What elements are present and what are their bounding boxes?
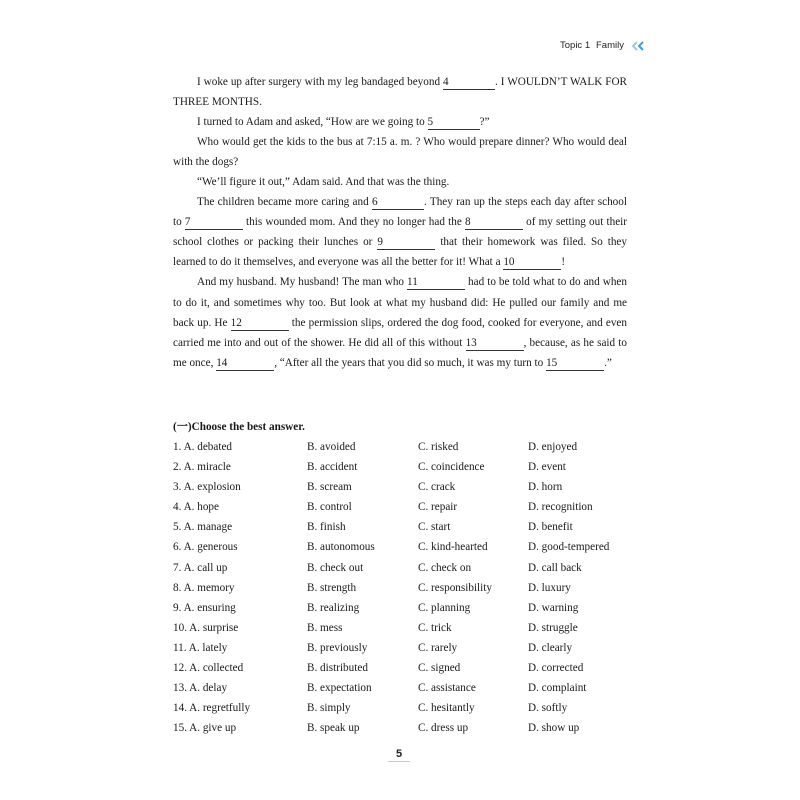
option-a: 14. A. regretfully xyxy=(173,702,251,715)
option-d: D. benefit xyxy=(528,521,573,534)
option-row-9 xyxy=(173,598,633,618)
double-chevron-left-icon xyxy=(631,41,645,51)
blank-9: 9 xyxy=(377,236,435,250)
blank-10: 10 xyxy=(503,256,561,270)
option-row-13 xyxy=(173,678,633,698)
option-d: D. recognition xyxy=(528,501,593,514)
option-b: B. mess xyxy=(307,621,343,634)
option-b: B. speak up xyxy=(307,722,360,735)
option-c: C. dress up xyxy=(418,722,469,735)
option-row-5 xyxy=(173,517,633,537)
option-a: 13. A. delay xyxy=(173,682,228,695)
option-d: D. struggle xyxy=(528,621,578,634)
option-c: C. assistance xyxy=(418,682,476,695)
option-d: D. horn xyxy=(528,481,563,494)
option-c: C. coincidence xyxy=(418,461,485,474)
option-d: D. corrected xyxy=(528,662,584,675)
option-b: B. check out xyxy=(307,561,364,574)
option-d: D. clearly xyxy=(528,641,573,654)
answer-options xyxy=(173,437,633,738)
option-row-6 xyxy=(173,537,633,557)
option-row-7 xyxy=(173,558,633,578)
option-c: C. repair xyxy=(418,501,458,514)
blank-15: 15 xyxy=(546,357,604,371)
blank-13: 13 xyxy=(466,337,524,351)
option-c: C. rarely xyxy=(418,641,458,654)
option-c: C. hesitantly xyxy=(418,702,475,715)
blank-12: 12 xyxy=(231,317,289,331)
option-b: B. expectation xyxy=(307,682,372,695)
paragraph-2: I turned to Adam and asked, “How are we going to 5 ?” xyxy=(197,116,490,129)
option-row-14 xyxy=(173,698,633,718)
option-row-2 xyxy=(173,457,633,477)
option-d: D. show up xyxy=(528,722,580,735)
option-b: B. finish xyxy=(307,521,346,534)
option-b: B. scream xyxy=(307,481,352,494)
option-d: D. softly xyxy=(528,702,568,715)
option-a: 12. A. collected xyxy=(173,662,244,675)
page-number: 5 xyxy=(388,748,410,762)
blank-8: 8 xyxy=(465,216,523,230)
option-d: D. call back xyxy=(528,561,582,574)
option-a: 4. A. hope xyxy=(173,501,219,514)
option-a: 9. A. ensuring xyxy=(173,601,236,614)
option-d: D. luxury xyxy=(528,581,571,594)
option-a: 15. A. give up xyxy=(173,722,237,735)
option-row-15 xyxy=(173,718,633,738)
option-c: C. trick xyxy=(418,621,452,634)
blank-5: 5 xyxy=(428,116,480,130)
paragraph-6: And my husband. My husband! The man who 11 had to be told what to do and when to do it, and sometimes why too. But look at what my husband did: He pulled our family and me back up. He 12 the permission slips, ordered the dog food, cooked for everyone, and even carried me into and out of the shower. He did all of this without 13 , because, as he said to me once, 14 , “After all the years that you did so much, it was my turn to 15 .” xyxy=(173,276,627,369)
option-b: B. previously xyxy=(307,641,368,654)
option-d: D. event xyxy=(528,461,566,474)
option-c: C. risked xyxy=(418,441,459,453)
option-row-1 xyxy=(173,437,633,457)
paragraph-4: “We’ll figure it out,” Adam said. And that was the thing. xyxy=(197,176,450,189)
blank-11: 11 xyxy=(407,276,465,290)
header-topic: Topic 1 xyxy=(560,40,591,51)
option-b: B. accident xyxy=(307,461,358,474)
paragraph-3: Who would get the kids to the bus at 7:15 a. m. ? Who would prepare dinner? Who would deal with the dogs? xyxy=(173,136,627,169)
option-a: 10. A. surprise xyxy=(173,621,239,634)
option-a: 8. A. memory xyxy=(173,581,235,594)
page-header xyxy=(560,38,650,54)
option-b: B. simply xyxy=(307,702,351,715)
option-row-11 xyxy=(173,638,633,658)
option-b: B. distributed xyxy=(307,662,368,675)
option-c: C. responsibility xyxy=(418,581,492,594)
option-row-10 xyxy=(173,618,633,638)
option-c: C. crack xyxy=(418,481,456,494)
option-d: D. enjoyed xyxy=(528,441,578,453)
option-a: 5. A. manage xyxy=(173,521,233,534)
option-row-12 xyxy=(173,658,633,678)
option-a: 6. A. generous xyxy=(173,541,238,554)
blank-4: 4 xyxy=(443,76,495,90)
option-b: B. autonomous xyxy=(307,541,375,554)
option-a: 3. A. explosion xyxy=(173,481,241,494)
paragraph-1: I woke up after surgery with my leg bandaged beyond 4 . I WOULDN’T WALK FOR THREE MONTHS. xyxy=(173,76,627,109)
reading-passage xyxy=(173,72,627,373)
option-b: B. strength xyxy=(307,581,357,594)
option-b: B. control xyxy=(307,501,352,514)
option-row-3 xyxy=(173,477,633,497)
option-row-4 xyxy=(173,497,633,517)
option-d: D. warning xyxy=(528,601,579,614)
option-b: B. avoided xyxy=(307,441,356,453)
option-c: C. planning xyxy=(418,601,471,614)
blank-6: 6 xyxy=(372,196,424,210)
option-c: C. signed xyxy=(418,662,461,675)
option-a: 11. A. lately xyxy=(173,641,228,654)
option-d: D. good-tempered xyxy=(528,541,610,554)
option-c: C. start xyxy=(418,521,451,534)
blank-14: 14 xyxy=(216,357,274,371)
option-b: B. realizing xyxy=(307,601,360,614)
option-row-8 xyxy=(173,578,633,598)
option-c: C. kind-hearted xyxy=(418,541,488,554)
option-c: C. check on xyxy=(418,561,472,574)
option-d: D. complaint xyxy=(528,682,587,695)
option-a: 2. A. miracle xyxy=(173,461,231,474)
paragraph-5: The children became more caring and 6 . They ran up the steps each day after school to 7 this wounded mom. And they no longer had the 8 of my setting out their school clothes or packing their lunches or 9 that their homework was filed. So they learned to do it themselves, and everyone was all the better for it! What a 10 ! xyxy=(173,196,627,269)
header-section: Family xyxy=(596,40,624,51)
blank-7: 7 xyxy=(185,216,243,230)
option-a: 7. A. call up xyxy=(173,561,228,574)
option-a: 1. A. debated xyxy=(173,441,233,453)
section-title: (一)Choose the best answer. xyxy=(173,421,305,433)
